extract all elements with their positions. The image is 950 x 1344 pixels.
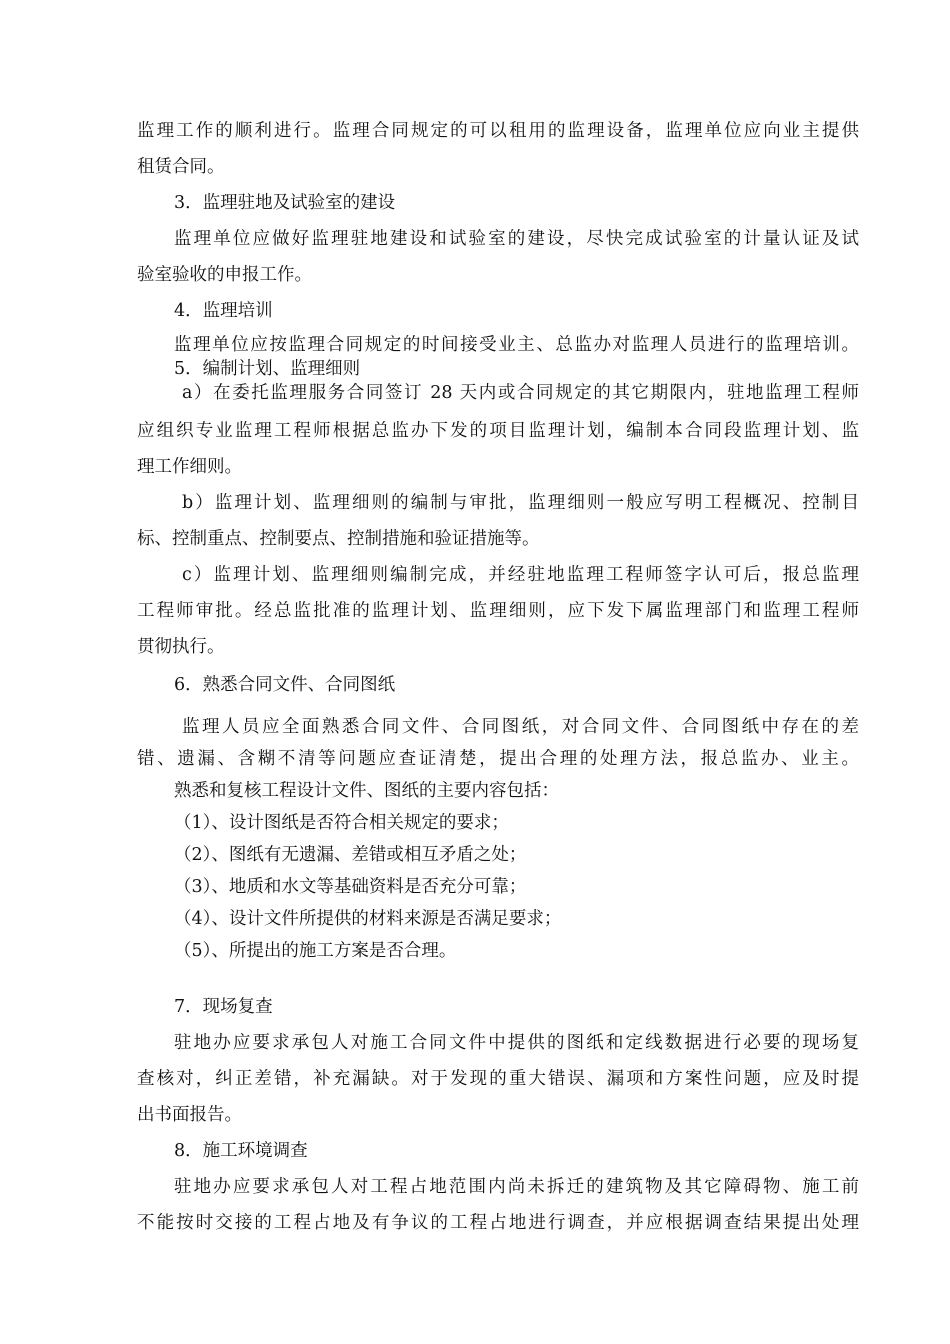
paragraph-line: 熟悉和复核工程设计文件、图纸的主要内容包括： — [174, 781, 559, 801]
paragraph-line: 出书面报告。 — [137, 1105, 242, 1125]
paragraph-line: b）监理计划、监理细则的编制与审批，监理细则一般应写明工程概况、控制目 — [182, 493, 859, 513]
paragraph-line: 监理工作的顺利进行。监理合同规定的可以租用的监理设备，监理单位应向业主提供 — [137, 121, 859, 141]
section-heading: 4．监理培训 — [174, 301, 273, 321]
list-item: （5）、所提出的施工方案是否合理。 — [174, 941, 457, 961]
list-item: （3）、地质和水文等基础资料是否充分可靠； — [174, 877, 527, 897]
paragraph-line: 不能按时交接的工程占地及有争议的工程占地进行调查，并应根据调查结果提出处理 — [137, 1213, 859, 1233]
paragraph-line: 应组织专业监理工程师根据总监办下发的项目监理计划，编制本合同段监理计划、监 — [137, 421, 859, 441]
paragraph-line: 监理单位应做好监理驻地建设和试验室的建设，尽快完成试验室的计量认证及试 — [174, 229, 859, 249]
paragraph-line: 错、遗漏、含糊不清等问题应查证清楚，提出合理的处理方法，报总监办、业主。 — [137, 749, 859, 769]
paragraph-line: 标、控制重点、控制要点、控制措施和验证措施等。 — [137, 529, 540, 549]
list-item: （4）、设计文件所提供的材料来源是否满足要求； — [174, 909, 562, 929]
section-heading: 5．编制计划、监理细则 — [174, 359, 361, 379]
list-item: （1）、设计图纸是否符合相关规定的要求； — [174, 813, 509, 833]
section-heading: 3．监理驻地及试验室的建设 — [174, 193, 396, 213]
list-item: （2）、图纸有无遗漏、差错或相互矛盾之处； — [174, 845, 527, 865]
paragraph-line: 监理单位应按监理合同规定的时间接受业主、总监办对监理人员进行的监理培训。 — [174, 335, 859, 355]
paragraph-line: 驻地办应要求承包人对工程占地范围内尚未拆迁的建筑物及其它障碍物、施工前 — [174, 1177, 859, 1197]
paragraph-line: 贯彻执行。 — [137, 637, 225, 657]
paragraph-line: 驻地办应要求承包人对施工合同文件中提供的图纸和定线数据进行必要的现场复 — [174, 1033, 859, 1053]
paragraph-line: 理工作细则。 — [137, 457, 242, 477]
section-heading: 6．熟悉合同文件、合同图纸 — [174, 675, 396, 695]
paragraph-line: a）在委托监理服务合同签订 28 天内或合同规定的其它期限内，驻地监理工程师 — [182, 383, 859, 403]
paragraph-line: c）监理计划、监理细则编制完成，并经驻地监理工程师签字认可后，报总监理 — [182, 565, 859, 585]
section-heading: 7．现场复查 — [174, 997, 273, 1017]
section-heading: 8．施工环境调查 — [174, 1141, 308, 1161]
paragraph-line: 工程师审批。经总监批准的监理计划、监理细则，应下发下属监理部门和监理工程师 — [137, 601, 859, 621]
paragraph-line: 验室验收的申报工作。 — [137, 265, 312, 285]
paragraph-line: 监理人员应全面熟悉合同文件、合同图纸，对合同文件、合同图纸中存在的差 — [182, 717, 859, 737]
paragraph-line: 租赁合同。 — [137, 157, 225, 177]
paragraph-line: 查核对，纠正差错，补充漏缺。对于发现的重大错误、漏项和方案性问题，应及时提 — [137, 1069, 859, 1089]
